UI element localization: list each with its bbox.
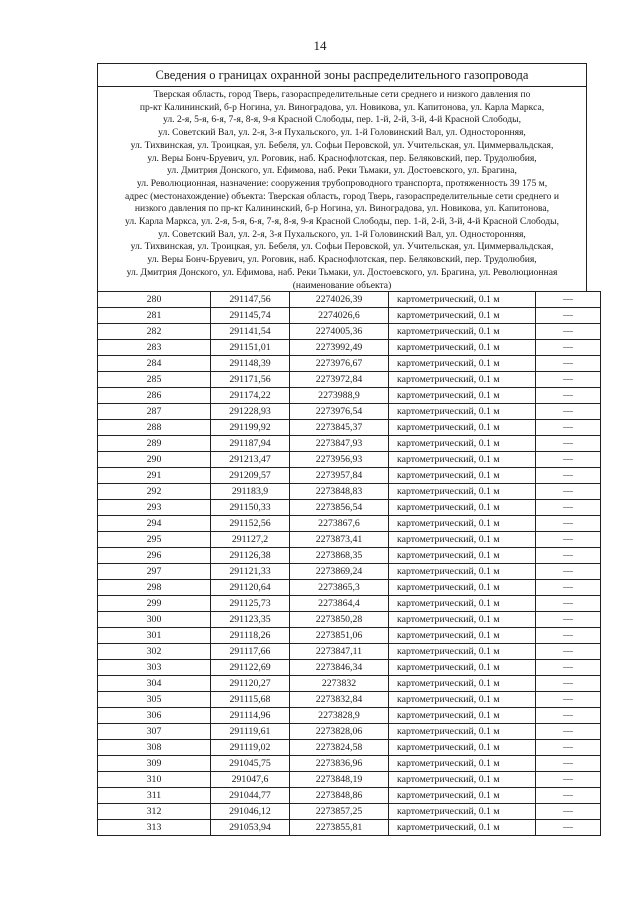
table-row	[98, 739, 601, 755]
table-row	[98, 723, 601, 739]
page-number: 14	[313, 38, 327, 53]
y-coordinate-cell: 2273976,67	[290, 355, 389, 371]
point-number-cell: 292	[98, 483, 211, 499]
note-cell: —	[536, 355, 601, 371]
y-coordinate-cell: 2273828,06	[290, 723, 389, 739]
x-coordinate-cell: 291045,75	[211, 755, 290, 771]
y-coordinate-cell: 2273836,96	[290, 755, 389, 771]
method-accuracy-cell: картометрический, 0.1 м	[389, 515, 536, 531]
point-number-cell: 294	[98, 515, 211, 531]
note-cell: —	[536, 787, 601, 803]
note-cell: —	[536, 579, 601, 595]
method-accuracy-cell: картометрический, 0.1 м	[389, 419, 536, 435]
table-row	[98, 771, 601, 787]
method-accuracy-cell: картометрический, 0.1 м	[389, 371, 536, 387]
y-coordinate-cell: 2273988,9	[290, 387, 389, 403]
x-coordinate-cell: 291117,66	[211, 643, 290, 659]
point-number-cell: 284	[98, 355, 211, 371]
note-cell: —	[536, 291, 601, 307]
y-coordinate-cell: 2273845,37	[290, 419, 389, 435]
note-cell: —	[536, 419, 601, 435]
method-accuracy-cell: картометрический, 0.1 м	[389, 771, 536, 787]
point-number-cell: 313	[98, 819, 211, 835]
x-coordinate-cell: 291213,47	[211, 451, 290, 467]
y-coordinate-cell: 2273848,86	[290, 787, 389, 803]
method-accuracy-cell: картометрический, 0.1 м	[389, 595, 536, 611]
point-number-cell: 311	[98, 787, 211, 803]
method-accuracy-cell: картометрический, 0.1 м	[389, 563, 536, 579]
x-coordinate-cell: 291119,61	[211, 723, 290, 739]
point-number-cell: 306	[98, 707, 211, 723]
description-line: ул. Революционная, назначение: сооружения трубопроводного транспорта, протяженность 39 175 м,	[136, 177, 548, 189]
point-number-cell: 300	[98, 611, 211, 627]
note-cell: —	[536, 643, 601, 659]
note-cell: —	[536, 771, 601, 787]
description-line: ул. 2-я, 5-я, 6-я, 7-я, 8-я, 9-я Красной Слободы, пер. 1-й, 2-й, 3-й, 4-й Красной Слободы,	[162, 114, 522, 126]
point-number-cell: 303	[98, 659, 211, 675]
point-number-cell: 283	[98, 339, 211, 355]
point-number-cell: 285	[98, 371, 211, 387]
method-accuracy-cell: картометрический, 0.1 м	[389, 531, 536, 547]
y-coordinate-cell: 2273865,3	[290, 579, 389, 595]
point-number-cell: 287	[98, 403, 211, 419]
table-row	[98, 467, 601, 483]
x-coordinate-cell: 291150,33	[211, 499, 290, 515]
point-number-cell: 298	[98, 579, 211, 595]
method-accuracy-cell: картометрический, 0.1 м	[389, 307, 536, 323]
y-coordinate-cell: 2273976,54	[290, 403, 389, 419]
method-accuracy-cell: картометрический, 0.1 м	[389, 435, 536, 451]
description-line: Тверская область, город Тверь, газораспределительные сети среднего и низкого давления по	[153, 89, 531, 100]
description-line: ул. Веры Бонч-Бруевич, ул. Роговик, наб. Краснофлотская, пер. Беляковский, пер. Трудолюбия,	[147, 254, 537, 266]
x-coordinate-cell: 291125,73	[211, 595, 290, 611]
table-row	[98, 819, 601, 835]
y-coordinate-cell: 2273972,84	[290, 371, 389, 387]
x-coordinate-cell: 291183,9	[211, 483, 290, 499]
point-number-cell: 312	[98, 803, 211, 819]
description-line: ул. Тихвинская, ул. Троицкая, ул. Бебеля, ул. Софьи Перовской, ул. Учительская, ул. Циммервальдская,	[130, 139, 554, 151]
y-coordinate-cell: 2273867,6	[290, 515, 389, 531]
method-accuracy-cell: картометрический, 0.1 м	[389, 451, 536, 467]
point-number-cell: 299	[98, 595, 211, 611]
method-accuracy-cell: картометрический, 0.1 м	[389, 627, 536, 643]
coordinates-table	[97, 291, 601, 836]
table-row	[98, 323, 601, 339]
x-coordinate-cell: 291187,94	[211, 435, 290, 451]
method-accuracy-cell: картометрический, 0.1 м	[389, 403, 536, 419]
method-accuracy-cell: картометрический, 0.1 м	[389, 787, 536, 803]
method-accuracy-cell: картометрический, 0.1 м	[389, 723, 536, 739]
method-accuracy-cell: картометрический, 0.1 м	[389, 323, 536, 339]
table-row	[98, 483, 601, 499]
point-number-cell: 297	[98, 563, 211, 579]
y-coordinate-cell: 2273855,81	[290, 819, 389, 835]
x-coordinate-cell: 291174,22	[211, 387, 290, 403]
description-line: адрес (местонахождение) объекта: Тверская область, город Тверь, газораспределительные сети среднего и	[125, 190, 559, 202]
section-title: Сведения о границах охранной зоны распределительного газопровода	[97, 63, 587, 86]
note-cell: —	[536, 595, 601, 611]
y-coordinate-cell: 2274005,36	[290, 323, 389, 339]
y-coordinate-cell: 2273857,25	[290, 803, 389, 819]
point-number-cell: 309	[98, 755, 211, 771]
table-row	[98, 371, 601, 387]
point-number-cell: 291	[98, 467, 211, 483]
x-coordinate-cell: 291115,68	[211, 691, 290, 707]
method-accuracy-cell: картометрический, 0.1 м	[389, 291, 536, 307]
table-row	[98, 387, 601, 403]
table-row	[98, 611, 601, 627]
note-cell: —	[536, 755, 601, 771]
method-accuracy-cell: картометрический, 0.1 м	[389, 499, 536, 515]
note-cell: —	[536, 691, 601, 707]
x-coordinate-cell: 291053,94	[211, 819, 290, 835]
coordinates-table-body	[98, 291, 601, 835]
note-cell: —	[536, 611, 601, 627]
y-coordinate-cell: 2274026,39	[290, 291, 389, 307]
x-coordinate-cell: 291122,69	[211, 659, 290, 675]
table-row	[98, 579, 601, 595]
note-cell: —	[536, 531, 601, 547]
note-cell: —	[536, 339, 601, 355]
description-line: ул. Дмитрия Донского, ул. Ефимова, наб. Реки Тьмаки, ул. Достоевского, ул. Брагина, ул. Революционная	[126, 266, 558, 278]
method-accuracy-cell: картометрический, 0.1 м	[389, 803, 536, 819]
point-number-cell: 305	[98, 691, 211, 707]
table-row	[98, 307, 601, 323]
x-coordinate-cell: 291147,56	[211, 291, 290, 307]
note-cell: —	[536, 451, 601, 467]
note-cell: —	[536, 707, 601, 723]
x-coordinate-cell: 291151,01	[211, 339, 290, 355]
y-coordinate-cell: 2273847,93	[290, 435, 389, 451]
y-coordinate-cell: 2273824,58	[290, 739, 389, 755]
description-line: пр-кт Калининский, б-р Ногина, ул. Виноградова, ул. Новикова, ул. Капитонова, ул. Карла Маркса,	[139, 101, 545, 113]
point-number-cell: 304	[98, 675, 211, 691]
point-number-cell: 308	[98, 739, 211, 755]
note-cell: —	[536, 483, 601, 499]
table-row	[98, 707, 601, 723]
method-accuracy-cell: картометрический, 0.1 м	[389, 707, 536, 723]
method-accuracy-cell: картометрический, 0.1 м	[389, 579, 536, 595]
point-number-cell: 289	[98, 435, 211, 451]
method-accuracy-cell: картометрический, 0.1 м	[389, 691, 536, 707]
table-row	[98, 547, 601, 563]
point-number-cell: 290	[98, 451, 211, 467]
table-row	[98, 515, 601, 531]
method-accuracy-cell: картометрический, 0.1 м	[389, 387, 536, 403]
note-cell: —	[536, 547, 601, 563]
y-coordinate-cell: 2273828,9	[290, 707, 389, 723]
method-accuracy-cell: картометрический, 0.1 м	[389, 547, 536, 563]
x-coordinate-cell: 291228,93	[211, 403, 290, 419]
table-row	[98, 419, 601, 435]
note-cell: —	[536, 659, 601, 675]
note-cell: —	[536, 739, 601, 755]
document-body	[97, 63, 587, 836]
note-cell: —	[536, 563, 601, 579]
x-coordinate-cell: 291120,27	[211, 675, 290, 691]
table-row	[98, 531, 601, 547]
y-coordinate-cell: 2273846,34	[290, 659, 389, 675]
x-coordinate-cell: 291047,6	[211, 771, 290, 787]
note-cell: —	[536, 403, 601, 419]
point-number-cell: 307	[98, 723, 211, 739]
x-coordinate-cell: 291148,39	[211, 355, 290, 371]
x-coordinate-cell: 291209,57	[211, 467, 290, 483]
y-coordinate-cell: 2273847,11	[290, 643, 389, 659]
table-row	[98, 595, 601, 611]
x-coordinate-cell: 291126,38	[211, 547, 290, 563]
x-coordinate-cell: 291141,54	[211, 323, 290, 339]
x-coordinate-cell: 291121,33	[211, 563, 290, 579]
description-line: низкого давления по пр-кт Калининский, б-р Ногина, ул. Виноградова, ул. Новикова, ул. Капитонова,	[134, 203, 550, 215]
table-row	[98, 339, 601, 355]
y-coordinate-cell: 2273832,84	[290, 691, 389, 707]
note-cell: —	[536, 435, 601, 451]
method-accuracy-cell: картометрический, 0.1 м	[389, 355, 536, 371]
y-coordinate-cell: 2273851,06	[290, 627, 389, 643]
table-row	[98, 451, 601, 467]
note-cell: —	[536, 723, 601, 739]
description-line: ул. Карла Маркса, ул. 2-я, 5-я, 6-я, 7-я, 8-я, 9-я Красной Слободы, пер. 1-й, 2-й, 3-й, 4-й Красной Слободы,	[124, 216, 560, 228]
note-cell: —	[536, 627, 601, 643]
note-cell: —	[536, 499, 601, 515]
table-row	[98, 627, 601, 643]
x-coordinate-cell: 291199,92	[211, 419, 290, 435]
y-coordinate-cell: 2273856,54	[290, 499, 389, 515]
note-cell: —	[536, 307, 601, 323]
note-cell: —	[536, 371, 601, 387]
x-coordinate-cell: 291044,77	[211, 787, 290, 803]
x-coordinate-cell: 291152,56	[211, 515, 290, 531]
method-accuracy-cell: картометрический, 0.1 м	[389, 819, 536, 835]
y-coordinate-cell: 2273832	[290, 675, 389, 691]
note-cell: —	[536, 515, 601, 531]
point-number-cell: 280	[98, 291, 211, 307]
y-coordinate-cell: 2273873,41	[290, 531, 389, 547]
description-line: ул. Дмитрия Донского, ул. Ефимова, наб. Реки Тьмаки, ул. Достоевского, ул. Брагина,	[167, 165, 517, 177]
point-number-cell: 301	[98, 627, 211, 643]
table-row	[98, 803, 601, 819]
description-line: ул. Веры Бонч-Бруевич, ул. Роговик, наб. Краснофлотская, пер. Беляковский, пер. Трудолюбия,	[147, 152, 537, 164]
x-coordinate-cell: 291120,64	[211, 579, 290, 595]
point-number-cell: 310	[98, 771, 211, 787]
table-row	[98, 291, 601, 307]
y-coordinate-cell: 2273848,83	[290, 483, 389, 499]
table-row	[98, 643, 601, 659]
note-cell: —	[536, 467, 601, 483]
note-cell: —	[536, 387, 601, 403]
method-accuracy-cell: картометрический, 0.1 м	[389, 339, 536, 355]
x-coordinate-cell: 291118,26	[211, 627, 290, 643]
note-cell: —	[536, 819, 601, 835]
method-accuracy-cell: картометрический, 0.1 м	[389, 483, 536, 499]
note-cell: —	[536, 675, 601, 691]
note-cell: —	[536, 803, 601, 819]
y-coordinate-cell: 2273992,49	[290, 339, 389, 355]
point-number-cell: 281	[98, 307, 211, 323]
y-coordinate-cell: 2273850,28	[290, 611, 389, 627]
table-row	[98, 403, 601, 419]
table-row	[98, 435, 601, 451]
point-number-cell: 295	[98, 531, 211, 547]
point-number-cell: 293	[98, 499, 211, 515]
point-number-cell: 296	[98, 547, 211, 563]
x-coordinate-cell: 291119,02	[211, 739, 290, 755]
table-row	[98, 675, 601, 691]
point-number-cell: 302	[98, 643, 211, 659]
table-row	[98, 787, 601, 803]
method-accuracy-cell: картометрический, 0.1 м	[389, 675, 536, 691]
x-coordinate-cell: 291145,74	[211, 307, 290, 323]
description-line: ул. Тихвинская, ул. Троицкая, ул. Бебеля, ул. Софьи Перовской, ул. Учительская, ул. Циммервальдская,	[130, 241, 554, 253]
object-description	[97, 86, 587, 291]
x-coordinate-cell: 291123,35	[211, 611, 290, 627]
y-coordinate-cell: 2273864,4	[290, 595, 389, 611]
table-row	[98, 563, 601, 579]
x-coordinate-cell: 291046,12	[211, 803, 290, 819]
y-coordinate-cell: 2274026,6	[290, 307, 389, 323]
description-line: ул. Советский Вал, ул. 2-я, 3-я Пухальского, ул. 1-й Головинский Вал, ул. Односторонняя,	[158, 127, 526, 139]
x-coordinate-cell: 291127,2	[211, 531, 290, 547]
table-row	[98, 499, 601, 515]
table-row	[98, 659, 601, 675]
method-accuracy-cell: картометрический, 0.1 м	[389, 739, 536, 755]
y-coordinate-cell: 2273957,84	[290, 467, 389, 483]
x-coordinate-cell: 291114,96	[211, 707, 290, 723]
method-accuracy-cell: картометрический, 0.1 м	[389, 659, 536, 675]
note-cell: —	[536, 323, 601, 339]
method-accuracy-cell: картометрический, 0.1 м	[389, 755, 536, 771]
y-coordinate-cell: 2273956,93	[290, 451, 389, 467]
table-row	[98, 755, 601, 771]
y-coordinate-cell: 2273868,35	[290, 547, 389, 563]
description-lines	[101, 89, 583, 280]
table-row	[98, 355, 601, 371]
method-accuracy-cell: картометрический, 0.1 м	[389, 611, 536, 627]
point-number-cell: 286	[98, 387, 211, 403]
object-name-caption: (наименование объекта)	[292, 279, 392, 291]
method-accuracy-cell: картометрический, 0.1 м	[389, 467, 536, 483]
point-number-cell: 288	[98, 419, 211, 435]
method-accuracy-cell: картометрический, 0.1 м	[389, 643, 536, 659]
description-line: ул. Советский Вал, ул. 2-я, 3-я Пухальского, ул. 1-й Головинский Вал, ул. Односторонняя,	[158, 228, 526, 240]
point-number-cell: 282	[98, 323, 211, 339]
y-coordinate-cell: 2273848,19	[290, 771, 389, 787]
y-coordinate-cell: 2273869,24	[290, 563, 389, 579]
table-row	[98, 691, 601, 707]
x-coordinate-cell: 291171,56	[211, 371, 290, 387]
